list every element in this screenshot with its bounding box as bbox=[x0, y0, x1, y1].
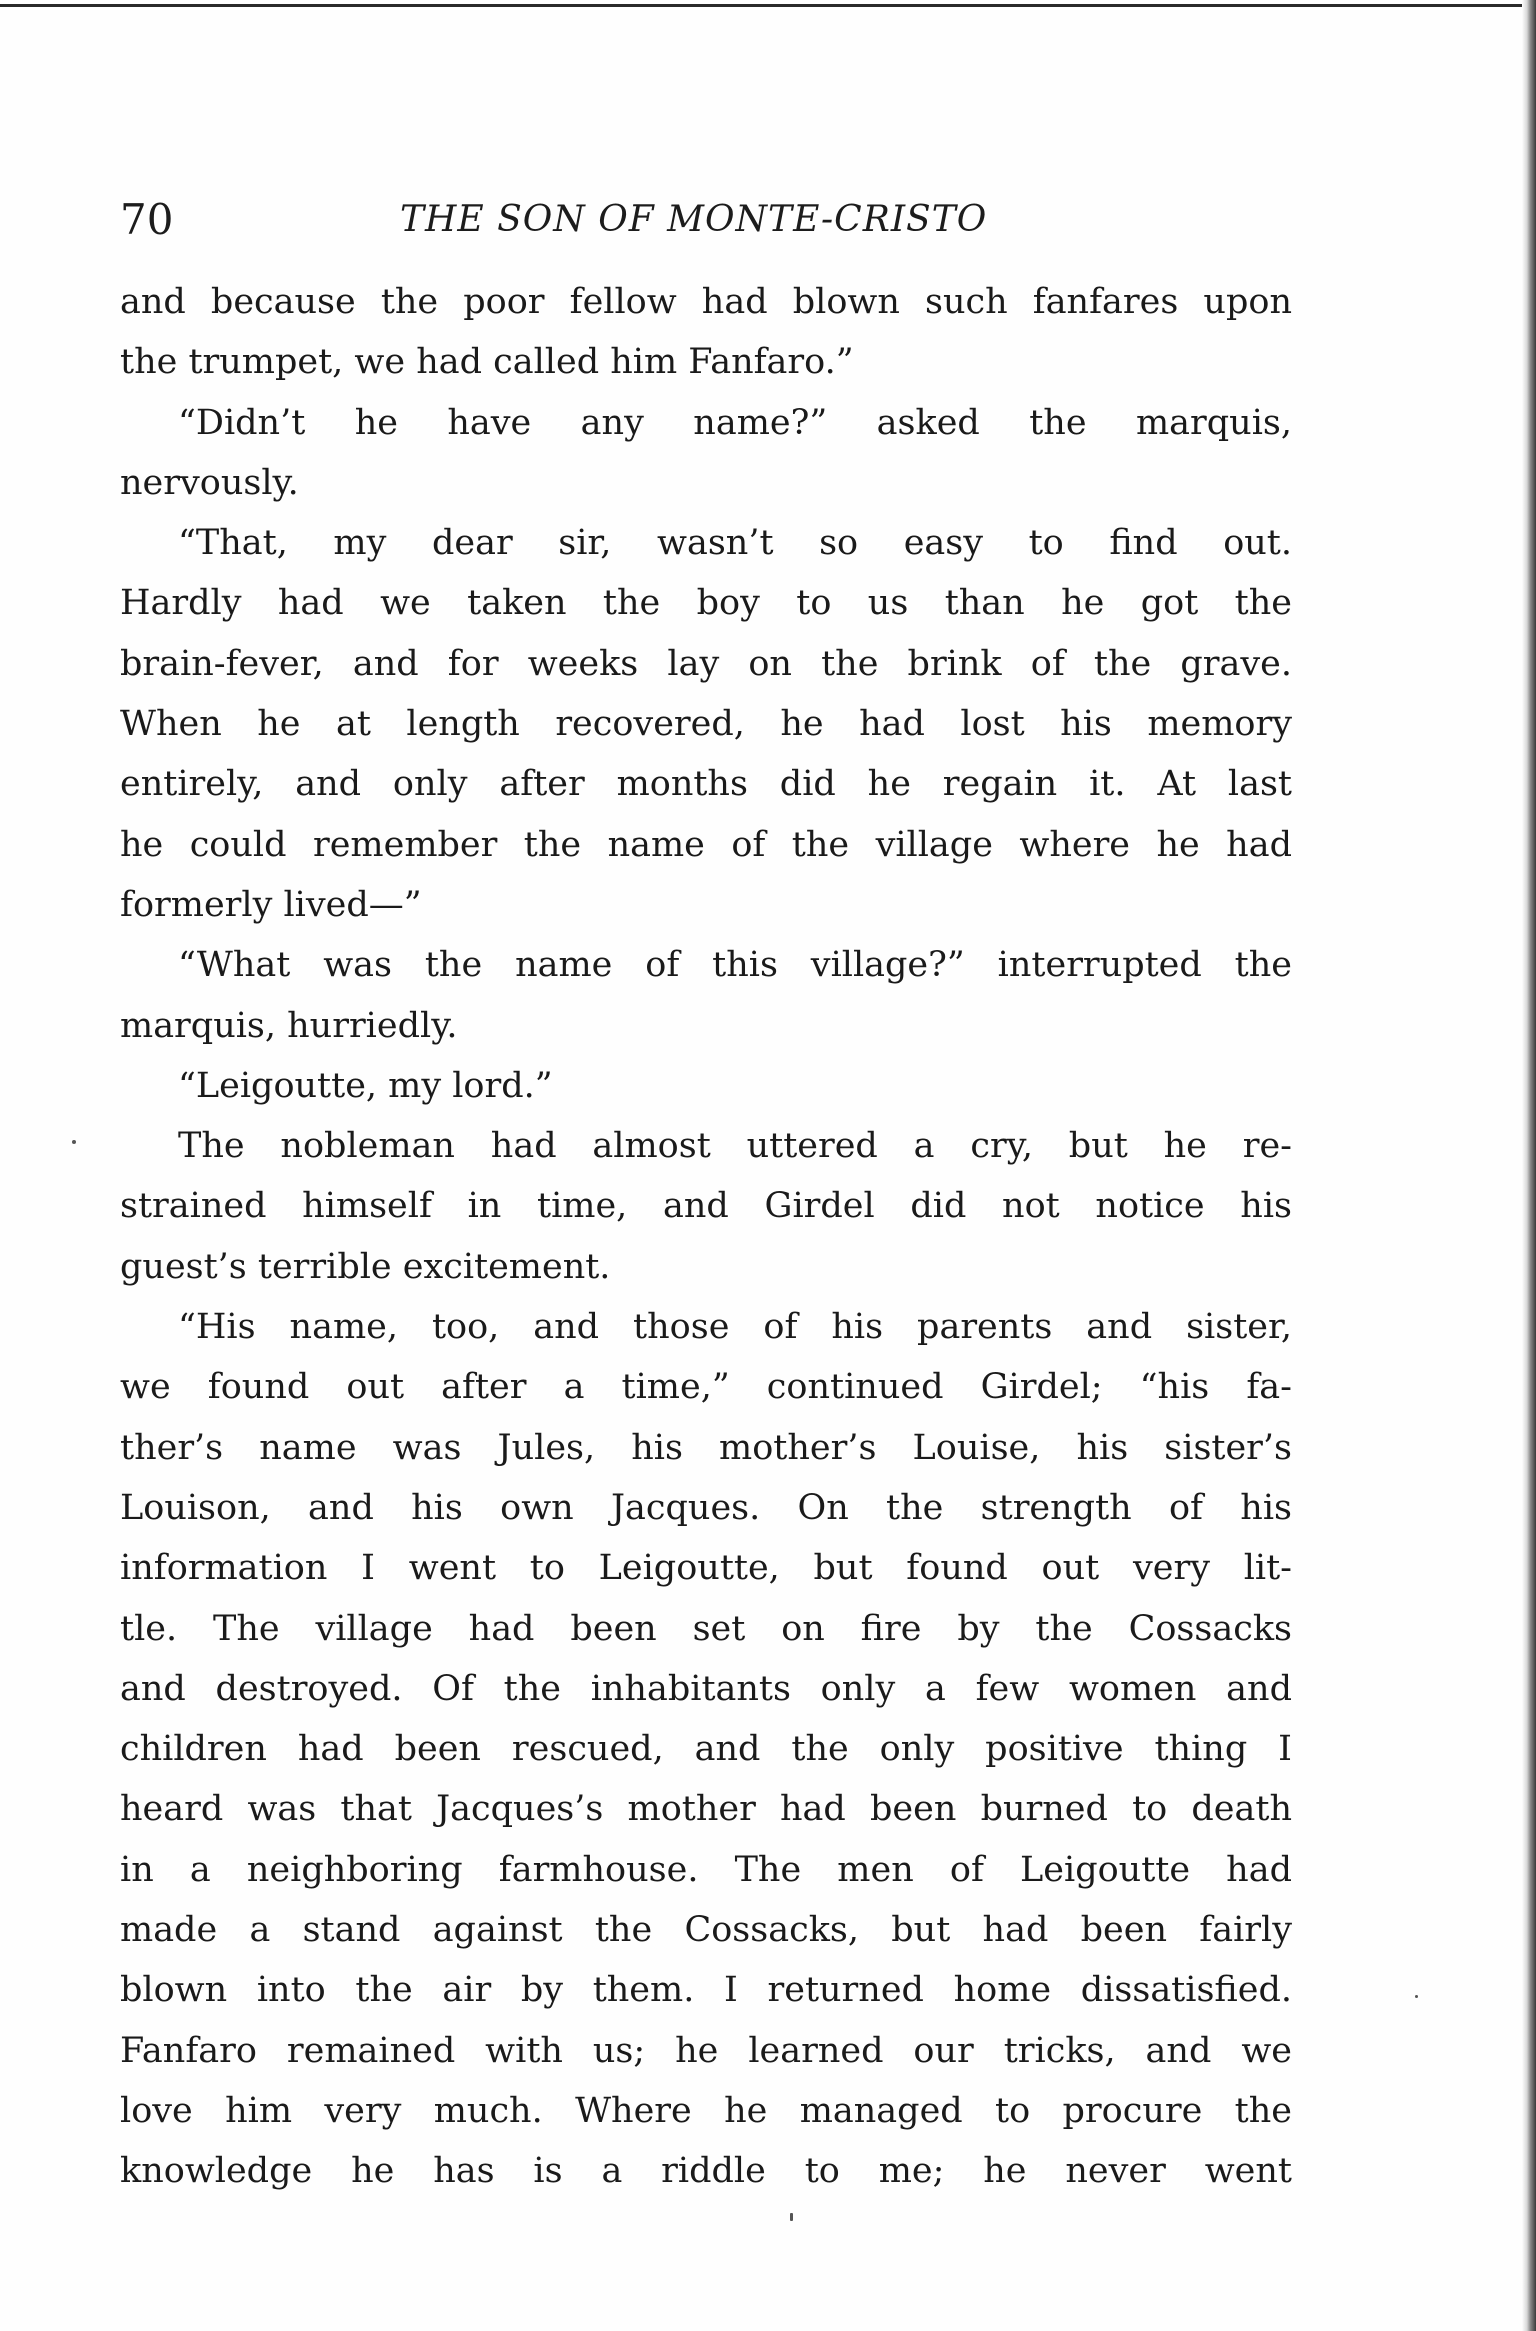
text-line: tle. The village had been set on fire by the Cossacks bbox=[120, 1608, 1292, 1649]
top-border-line bbox=[0, 4, 1536, 7]
running-head: THE SON OF MONTE-CRISTO bbox=[400, 199, 988, 240]
page-edge-shadow bbox=[1522, 0, 1536, 2331]
text-line: When he at length recovered, he had lost his memory bbox=[120, 704, 1292, 745]
text-line: in a neighboring farmhouse. The men of Leigoutte had bbox=[120, 1849, 1292, 1890]
text-line: heard was that Jacques’s mother had been burned to death bbox=[120, 1789, 1292, 1830]
text-line: we found out after a time,” continued Girdel; “his fa- bbox=[120, 1367, 1292, 1408]
text-line: nervously. bbox=[120, 462, 299, 503]
text-line: love him very much. Where he managed to procure the bbox=[120, 2090, 1292, 2131]
print-speck bbox=[1415, 1995, 1418, 1998]
text-line: Hardly had we taken the boy to us than he got the bbox=[120, 583, 1292, 624]
text-line: the trumpet, we had called him Fanfaro.” bbox=[120, 342, 854, 383]
page-header bbox=[120, 192, 1300, 248]
text-line: knowledge he has is a riddle to me; he never went bbox=[120, 2151, 1292, 2192]
text-line: strained himself in time, and Girdel did not notice his bbox=[120, 1186, 1292, 1227]
text-line: guest’s terrible excitement. bbox=[120, 1246, 611, 1287]
text-line: “Leigoutte, my lord.” bbox=[178, 1065, 553, 1106]
text-line: brain-fever, and for weeks lay on the brink of the grave. bbox=[120, 643, 1292, 684]
print-speck bbox=[72, 1140, 76, 1144]
body-text bbox=[120, 272, 1292, 2202]
text-line: ther’s name was Jules, his mother’s Louise, his sister’s bbox=[120, 1427, 1292, 1468]
text-line: marquis, hurriedly. bbox=[120, 1005, 458, 1046]
text-line: made a stand against the Cossacks, but had been fairly bbox=[120, 1910, 1292, 1951]
text-line: entirely, and only after months did he regain it. At last bbox=[120, 764, 1292, 805]
text-line: and because the poor fellow had blown such fanfares upon bbox=[120, 282, 1292, 322]
text-line: “That, my dear sir, wasn’t so easy to find out. bbox=[178, 523, 1292, 564]
text-line: Fanfaro remained with us; he learned our tricks, and we bbox=[120, 2030, 1292, 2071]
text-line: Louison, and his own Jacques. On the strength of his bbox=[120, 1487, 1292, 1528]
text-line: “What was the name of this village?” interrupted the bbox=[178, 945, 1292, 986]
text-line: “Didn’t he have any name?” asked the marquis, bbox=[178, 402, 1292, 443]
print-speck bbox=[790, 2213, 793, 2221]
text-line: The nobleman had almost uttered a cry, but he re- bbox=[178, 1126, 1292, 1167]
text-line: information I went to Leigoutte, but found out very lit- bbox=[120, 1548, 1292, 1589]
text-line: formerly lived—” bbox=[120, 884, 422, 925]
text-line: children had been rescued, and the only positive thing I bbox=[120, 1729, 1292, 1770]
text-line: “His name, too, and those of his parents and sister, bbox=[178, 1307, 1292, 1348]
text-line: he could remember the name of the village where he had bbox=[120, 824, 1292, 865]
text-line: blown into the air by them. I returned home dissatisfied. bbox=[120, 1970, 1292, 2011]
text-line: and destroyed. Of the inhabitants only a few women and bbox=[120, 1668, 1292, 1709]
page-number: 70 bbox=[120, 195, 174, 244]
